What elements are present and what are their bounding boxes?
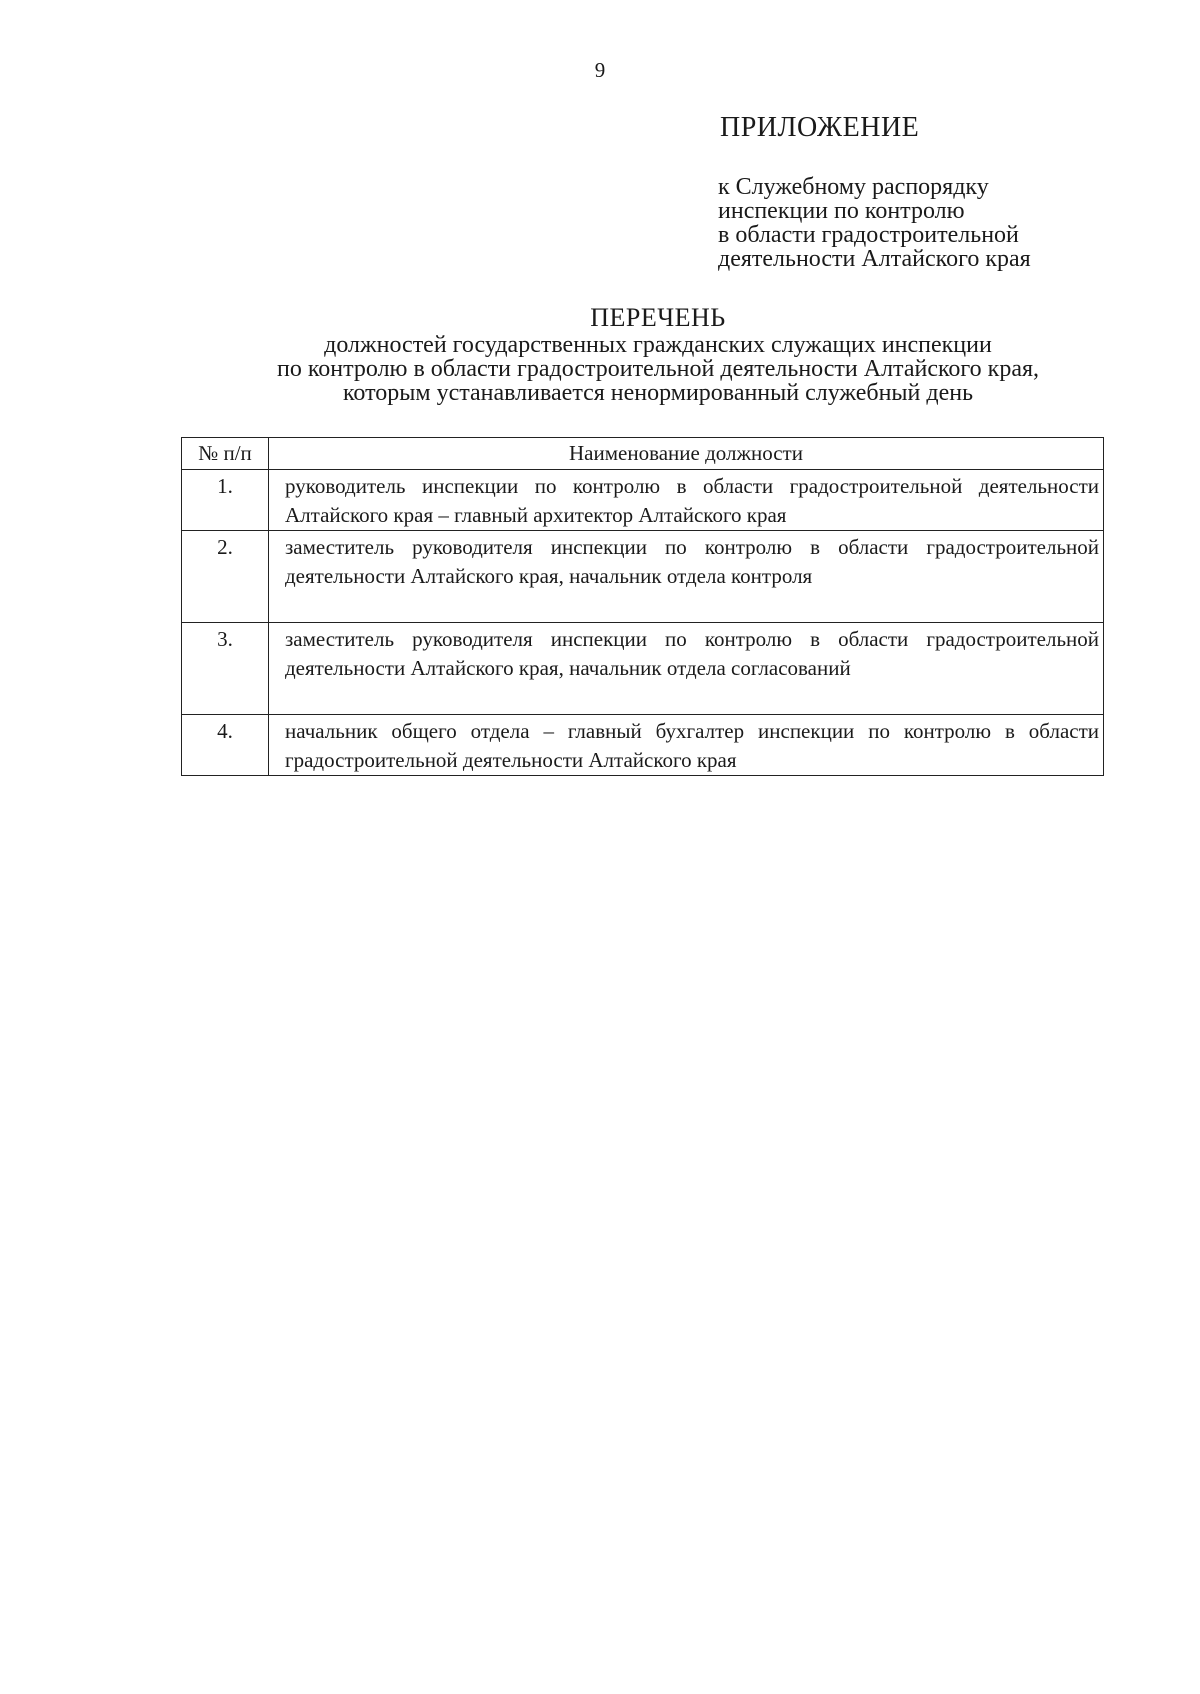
annex-subtitle-line: в области градостроительной xyxy=(718,222,1019,248)
position-name: руководитель инспекции по контролю в области градостроительной деятельности Алтайского края – главный архитектор Алтайского края xyxy=(269,470,1104,531)
table-row xyxy=(182,715,1104,776)
table-row xyxy=(182,470,1104,531)
column-header-position: Наименование должности xyxy=(269,438,1104,470)
annex-subtitle-line: инспекции по контролю xyxy=(718,198,965,224)
positions-table xyxy=(181,437,1104,776)
position-name: заместитель руководителя инспекции по контролю в области градостроительной деятельности Алтайского края, начальник отдела согласований xyxy=(269,623,1104,715)
row-number: 3. xyxy=(182,623,269,715)
annex-subtitle-line: деятельности Алтайского края xyxy=(718,246,1031,272)
annex-subtitle xyxy=(718,175,1031,271)
table-row xyxy=(182,623,1104,715)
table-row xyxy=(182,531,1104,623)
list-title: ПЕРЕЧЕНЬ xyxy=(590,303,726,332)
row-number: 1. xyxy=(182,470,269,531)
table-header-row xyxy=(182,438,1104,470)
row-number: 2. xyxy=(182,531,269,623)
list-subtitle-line: должностей государственных гражданских служащих инспекции xyxy=(324,332,992,358)
list-subtitle-line: которым устанавливается ненормированный служебный день xyxy=(342,380,974,406)
page-number: 9 xyxy=(594,58,606,82)
position-name: заместитель руководителя инспекции по контролю в области градостроительной деятельности Алтайского края, начальник отдела контроля xyxy=(269,531,1104,623)
column-header-number: № п/п xyxy=(182,438,269,470)
annex-subtitle-line: к Служебному распорядку xyxy=(718,174,989,200)
list-subtitle-line: по контролю в области градостроительной деятельности Алтайского края, xyxy=(276,356,1040,382)
list-subtitle xyxy=(0,333,1200,405)
row-number: 4. xyxy=(182,715,269,776)
annex-title: ПРИЛОЖЕНИЕ xyxy=(720,112,920,143)
position-name: начальник общего отдела – главный бухгалтер инспекции по контролю в области градостроительной деятельности Алтайского края xyxy=(269,715,1104,776)
